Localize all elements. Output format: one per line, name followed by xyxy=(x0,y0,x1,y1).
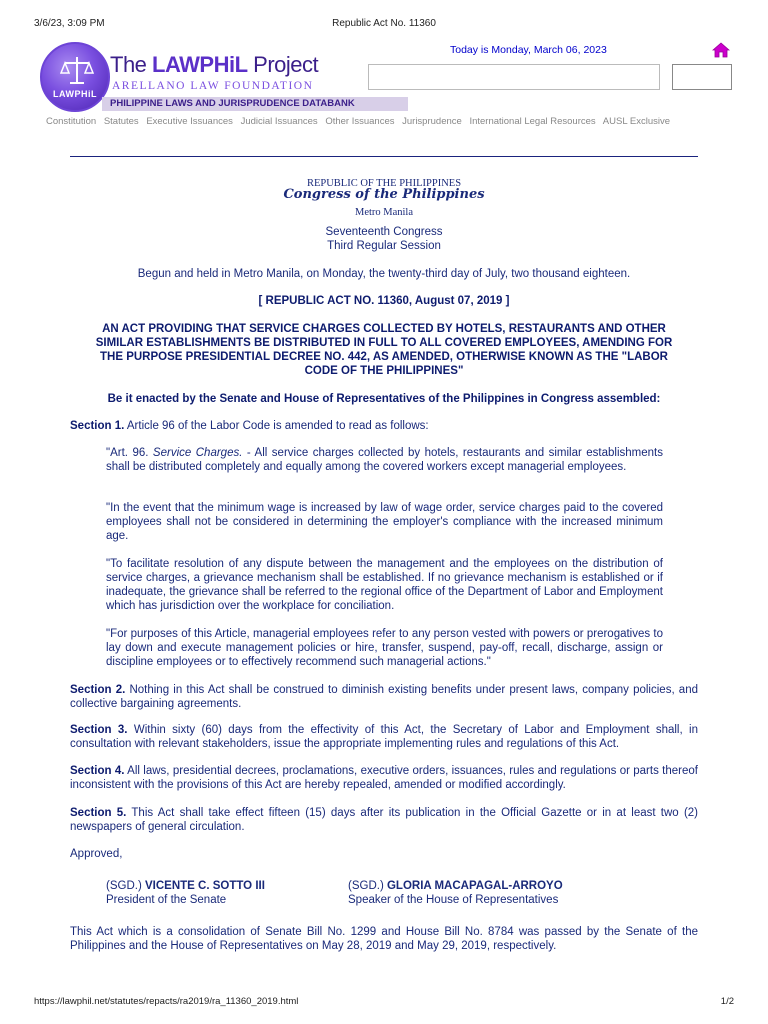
title-suffix: Project xyxy=(247,52,319,77)
approved-line: Approved, xyxy=(70,848,123,860)
sgd-label: (SGD.) xyxy=(348,880,387,892)
signatory-name: GLORIA MACAPAGAL-ARROYO xyxy=(386,880,563,892)
nav-international-legal-resources[interactable]: International Legal Resources xyxy=(469,116,596,127)
site-title xyxy=(110,52,318,78)
nav-judicial-issuances[interactable]: Judicial Issuances xyxy=(240,116,318,127)
section-text: Within sixty (60) days from the effectivity of this Act, the Secretary of Labor and Employment shall, in consultation with relevant stakeholders, issue the appropriate implementing rules and regulations of this Act. xyxy=(70,724,698,750)
site-logo[interactable] xyxy=(38,42,358,114)
print-footer xyxy=(34,996,734,1010)
nav-ausl-exclusive[interactable]: AUSL Exclusive xyxy=(602,116,671,127)
signatory-title: Speaker of the House of Representatives xyxy=(348,894,559,906)
main-nav xyxy=(46,116,736,127)
act-title-line: CODE OF THE PHILIPPINES" xyxy=(304,365,464,377)
consolidation-note: This Act which is a consolidation of Senate Bill No. 1299 and House Bill No. 8784 was passed by the Senate of the Philippines and the House of Representatives on May 28, 2019 and May 29, 2019, respectively. xyxy=(70,926,698,952)
section-text: This Act shall take effect fifteen (15) days after its publication in the Official Gazette or in at least two (2) newspapers of general circulation. xyxy=(70,807,698,833)
quote-paragraph xyxy=(106,446,663,474)
section-label: Section 5. xyxy=(70,807,127,819)
print-timestamp: 3/6/23, 3:09 PM xyxy=(34,18,105,29)
home-icon[interactable] xyxy=(712,42,730,58)
title-prefix: The xyxy=(110,52,153,77)
republic-heading: REPUBLIC OF THE PHILIPPINES xyxy=(306,178,462,189)
congress-number: Seventeenth Congress xyxy=(325,226,443,238)
section-5 xyxy=(70,806,698,834)
lawphil-emblem xyxy=(40,42,110,112)
quote-paragraph: "In the event that the minimum wage is increased by law of wage order, service charges paid to the covered employees shall not be considered in determining the employer's compliance with the increased minimum age. xyxy=(106,502,663,542)
print-page-title: Republic Act No. 11360 xyxy=(332,18,436,29)
section-label: Section 4. xyxy=(70,765,125,777)
congress-heading: Congress of the Philippines xyxy=(283,187,485,202)
print-url: https://lawphil.net/statutes/repacts/ra2019/ra_11360_2019.html xyxy=(34,996,299,1007)
metro-heading: Metro Manila xyxy=(354,207,414,218)
site-subtitle: ARELLANO LAW FOUNDATION xyxy=(112,80,314,92)
today-date: Today is Monday, March 06, 2023 xyxy=(450,44,607,56)
nav-constitution[interactable]: Constitution xyxy=(46,116,97,127)
quote-prefix: "Art. 96. xyxy=(106,447,153,459)
site-band-text: PHILIPPINE LAWS AND JURISPRUDENCE DATABANK xyxy=(110,98,355,109)
section-3 xyxy=(70,723,698,751)
divider xyxy=(70,156,698,157)
act-title-line: THE PURPOSE PRESIDENTIAL DECREE NO. 442, AS AMENDED, OTHERWISE KNOWN AS THE "LABOR xyxy=(100,351,668,363)
section-label: Section 1. xyxy=(70,420,125,432)
title-brand: LAWPHiL xyxy=(152,52,248,77)
begun-line: Begun and held in Metro Manila, on Monday, the twenty-third day of July, two thousand eighteen. xyxy=(137,268,631,280)
act-title xyxy=(70,322,698,378)
emblem-text: LAWPHiL xyxy=(53,89,97,99)
session: Third Regular Session xyxy=(327,240,441,252)
section-label: Section 2. xyxy=(70,684,126,696)
section-text: Article 96 of the Labor Code is amended to read as follows: xyxy=(124,420,429,432)
signatory-name: VICENTE C. SOTTO III xyxy=(144,880,265,892)
signatory-house-speaker xyxy=(348,879,563,907)
sgd-label: (SGD.) xyxy=(106,880,145,892)
enacting-clause: Be it enacted by the Senate and House of Representatives of the Philippines in Congress assembled: xyxy=(107,393,661,405)
section-label: Section 3. xyxy=(70,724,128,736)
scales-of-justice-icon xyxy=(60,54,94,88)
quote-text: - All service charges collected by hotels, restaurants and similar establishments shall be distributed completely and equally among the covered workers except managerial employees. xyxy=(106,447,663,473)
quote-paragraph: "To facilitate resolution of any dispute between the management and the employees on the distribution of service charges, a grievance mechanism shall be established. If no grievance mechanism is established or if inadequate, the grievance shall be referred to the regional office of the Department of Labor and Employment which has jurisdiction over the workplace for conciliation. xyxy=(106,558,663,612)
nav-jurisprudence[interactable]: Jurisprudence xyxy=(402,116,462,127)
site-band xyxy=(102,97,408,111)
section-1 xyxy=(70,419,698,433)
signatory-senate-president xyxy=(106,879,265,907)
search-input[interactable] xyxy=(368,64,660,90)
nav-other-issuances[interactable]: Other Issuances xyxy=(325,116,395,127)
act-title-line: SIMILAR ESTABLISHMENTS BE DISTRIBUTED IN FULL TO ALL COVERED EMPLOYEES, AMENDING FOR xyxy=(95,337,673,349)
nav-statutes[interactable]: Statutes xyxy=(103,116,139,127)
act-title-line: AN ACT PROVIDING THAT SERVICE CHARGES COLLECTED BY HOTELS, RESTAURANTS AND OTHER xyxy=(102,323,666,335)
quote-italic: Service Charges. xyxy=(152,447,243,459)
print-page-number: 1/2 xyxy=(720,996,734,1007)
section-2 xyxy=(70,683,698,711)
print-header xyxy=(34,18,734,32)
section-text: Nothing in this Act shall be construed to diminish existing benefits under present laws, company policies, and collective bargaining agreements. xyxy=(70,684,698,710)
act-number: [ REPUBLIC ACT NO. 11360, August 07, 2019 ] xyxy=(258,295,510,307)
quote-paragraph: "For purposes of this Article, managerial employees refer to any person vested with powers or prerogatives to lay down and execute management policies or hire, transfer, suspend, pay-off, recall, discharge, assign or discipline employees or to effectively recommend such managerial actions." xyxy=(106,628,663,668)
section-4 xyxy=(70,764,698,792)
section-text: All laws, presidential decrees, proclamations, executive orders, issuances, rules and regulations or parts thereof inconsistent with the provisions of this Act are hereby repealed, amended or modified accordingly. xyxy=(70,765,698,791)
nav-executive-issuances[interactable]: Executive Issuances xyxy=(146,116,233,127)
signatory-title: President of the Senate xyxy=(106,894,227,906)
search-button[interactable] xyxy=(672,64,732,90)
